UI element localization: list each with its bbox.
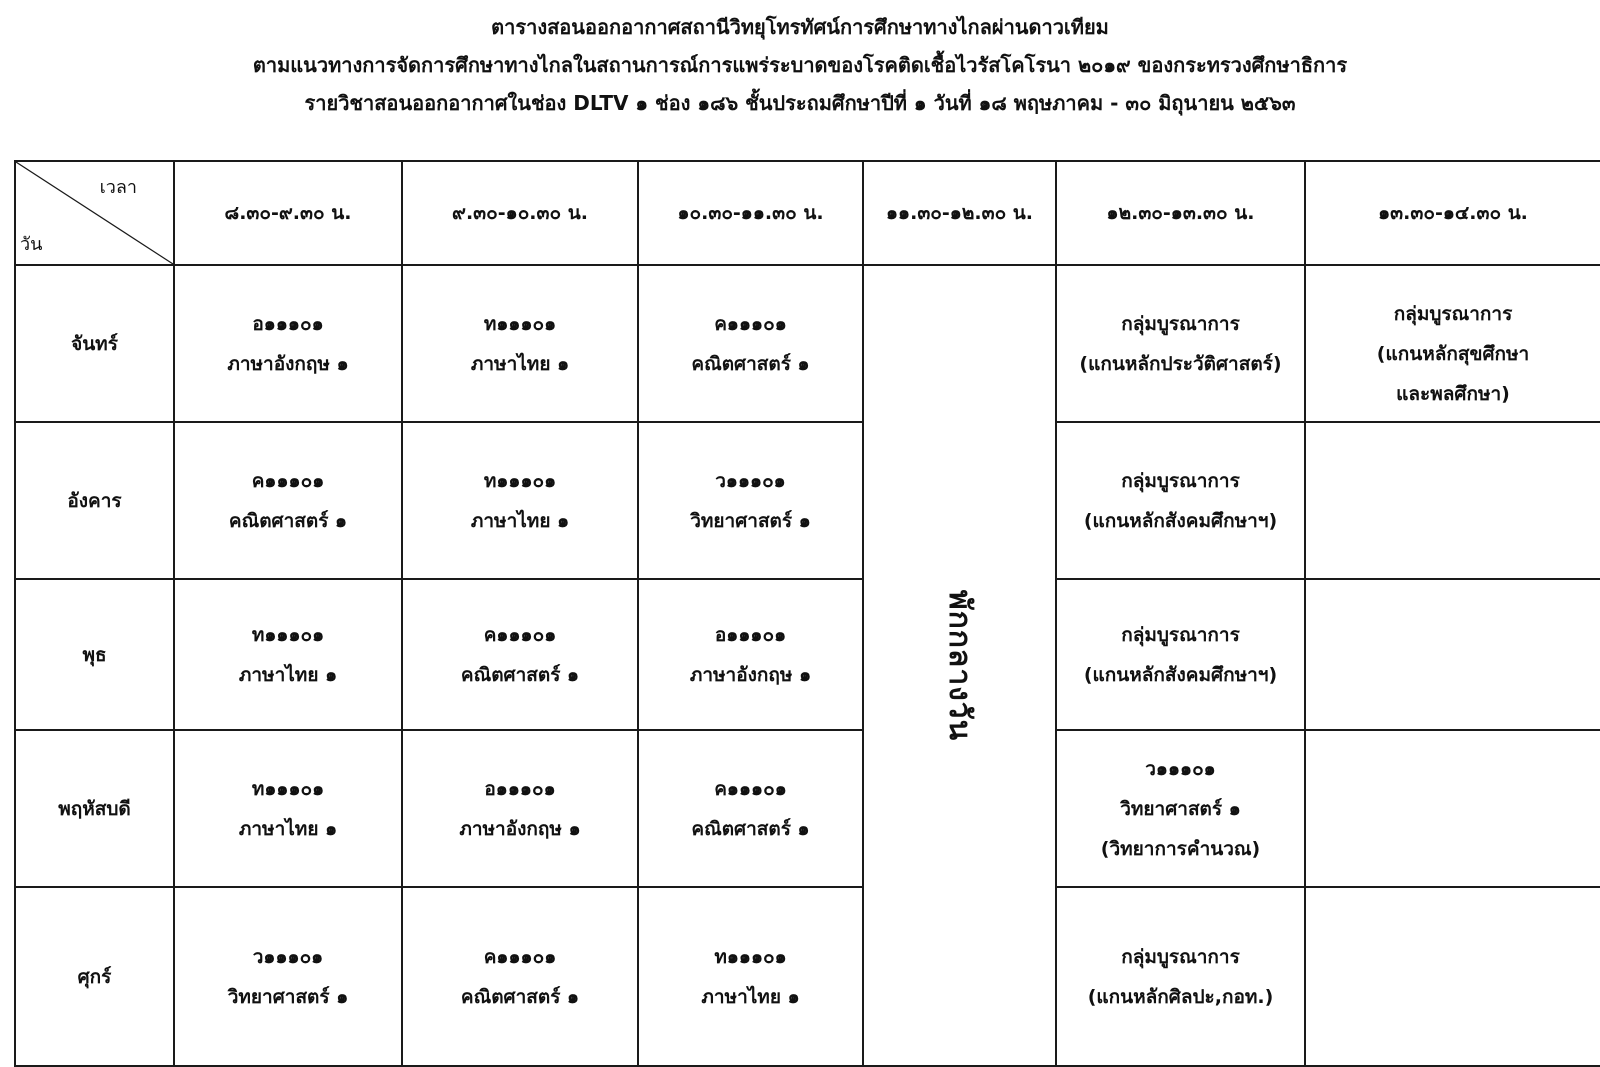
subject-cell [402, 422, 638, 579]
subject-code: อ๑๑๑๐๑ [252, 312, 324, 335]
title-line-1: ตารางสอนออกอากาศสถานีวิทยุโทรทัศน์การศึกษาทางไกลผ่านดาวเทียม [491, 15, 1109, 39]
subject-line-1: กลุ่มบูรณาการ [1121, 469, 1240, 492]
subject-name: คณิตศาสตร์ ๑ [691, 352, 810, 375]
empty-cell [1305, 579, 1600, 730]
subject-cell [174, 730, 402, 887]
subject-cell [1056, 422, 1305, 579]
subject-name: ภาษาไทย ๑ [701, 985, 800, 1008]
subject-code: ท๑๑๑๐๑ [483, 312, 557, 335]
subject-cell [174, 579, 402, 730]
subject-code: ท๑๑๑๐๑ [483, 469, 557, 492]
subject-code: ค๑๑๑๐๑ [483, 623, 557, 646]
subject-cell [638, 579, 863, 730]
subject-line-1: กลุ่มบูรณาการ [1121, 312, 1240, 335]
table-row [15, 730, 1600, 887]
day-label: พฤหัสบดี [15, 730, 174, 887]
header-row [15, 161, 1600, 265]
subject-line-1: กลุ่มบูรณาการ [1121, 945, 1240, 968]
subject-cell [402, 887, 638, 1066]
time-slot-header: ๑๒.๓๐-๑๓.๓๐ น. [1056, 161, 1305, 265]
time-slot-header: ๙.๓๐-๑๐.๓๐ น. [402, 161, 638, 265]
subject-name: คณิตศาสตร์ ๑ [460, 663, 580, 686]
subject-line-2: (แกนหลักสุขศึกษา [1376, 342, 1530, 365]
subject-cell [402, 579, 638, 730]
table-row [15, 887, 1600, 1066]
subject-name: คณิตศาสตร์ ๑ [691, 817, 810, 840]
subject-cell [174, 887, 402, 1066]
subject-line-3: และพลศึกษา) [1396, 382, 1510, 405]
day-label: อังคาร [15, 422, 174, 579]
time-slot-header: ๑๑.๓๐-๑๒.๓๐ น. [863, 161, 1056, 265]
subject-cell [1056, 579, 1305, 730]
corner-time-label: เวลา [99, 177, 137, 198]
day-label: จันทร์ [15, 265, 174, 422]
time-slot-header: ๑๓.๓๐-๑๔.๓๐ น. [1305, 161, 1600, 265]
subject-cell [1056, 265, 1305, 422]
subject-code: ค๑๑๑๐๑ [483, 945, 557, 968]
day-label: ศุกร์ [15, 887, 174, 1066]
table-row [15, 579, 1600, 730]
subject-code: อ๑๑๑๐๑ [484, 777, 556, 800]
subject-cell [402, 265, 638, 422]
table-row [15, 422, 1600, 579]
subject-line-2: วิทยาศาสตร์ ๑ [1120, 797, 1241, 820]
subject-name: คณิตศาสตร์ ๑ [460, 985, 580, 1008]
subject-name: ภาษาไทย ๑ [238, 663, 338, 686]
lunch-break-cell [863, 265, 1056, 1066]
subject-name: ภาษาไทย ๑ [470, 352, 570, 375]
subject-cell [1305, 265, 1600, 422]
subject-cell [174, 422, 402, 579]
lunch-break-label: พักกลางวัน [942, 589, 977, 742]
subject-cell [402, 730, 638, 887]
subject-line-2: (แกนหลักประวัติศาสตร์) [1079, 352, 1282, 375]
subject-code: ค๑๑๑๐๑ [714, 777, 787, 800]
subject-line-1: ว๑๑๑๐๑ [1145, 757, 1216, 780]
subject-name: วิทยาศาสตร์ ๑ [690, 509, 811, 532]
subject-cell [638, 730, 863, 887]
day-label: พุธ [15, 579, 174, 730]
corner-day-label: วัน [20, 234, 43, 255]
subject-line-2: (แกนหลักสังคมศึกษาฯ) [1083, 509, 1278, 532]
subject-line-3: (วิทยาการคำนวณ) [1100, 837, 1261, 860]
title-line-2: ตามแนวทางการจัดการศึกษาทางไกลในสถานการณ์การแพร่ระบาดของโรคติดเชื้อไวรัสโคโรนา ๒๐๑๙ ของกระทรวงศึกษาธิการ [252, 53, 1348, 77]
subject-name: ภาษาไทย ๑ [238, 817, 338, 840]
time-slot-header: ๘.๓๐-๙.๓๐ น. [174, 161, 402, 265]
subject-line-1: กลุ่มบูรณาการ [1393, 302, 1513, 325]
subject-name: ภาษาอังกฤษ ๑ [227, 352, 349, 375]
schedule-table [14, 160, 1600, 1067]
subject-cell [638, 422, 863, 579]
subject-line-1: กลุ่มบูรณาการ [1121, 623, 1240, 646]
subject-cell [638, 887, 863, 1066]
subject-name: ภาษาอังกฤษ ๑ [459, 817, 581, 840]
empty-cell [1305, 730, 1600, 887]
subject-code: ท๑๑๑๐๑ [251, 623, 325, 646]
subject-code: ว๑๑๑๐๑ [715, 469, 786, 492]
subject-code: ว๑๑๑๐๑ [252, 945, 324, 968]
subject-name: คณิตศาสตร์ ๑ [228, 509, 348, 532]
subject-name: วิทยาศาสตร์ ๑ [227, 985, 349, 1008]
subject-code: ค๑๑๑๐๑ [714, 312, 787, 335]
subject-code: อ๑๑๑๐๑ [714, 623, 787, 646]
subject-cell [1056, 730, 1305, 887]
subject-cell [1056, 887, 1305, 1066]
subject-name: ภาษาไทย ๑ [470, 509, 570, 532]
empty-cell [1305, 887, 1600, 1066]
document-header [0, 8, 1600, 122]
empty-cell [1305, 422, 1600, 579]
title-line-3: รายวิชาสอนออกอากาศในช่อง DLTV ๑ ช่อง ๑๘๖ ชั้นประถมศึกษาปีที่ ๑ วันที่ ๑๘ พฤษภาคม - ๓๐ มิถุนายน ๒๕๖๓ [304, 91, 1296, 115]
subject-code: ท๑๑๑๐๑ [714, 945, 787, 968]
corner-cell [15, 161, 174, 265]
time-slot-header: ๑๐.๓๐-๑๑.๓๐ น. [638, 161, 863, 265]
subject-code: ค๑๑๑๐๑ [251, 469, 325, 492]
subject-line-2: (แกนหลักสังคมศึกษาฯ) [1083, 663, 1278, 686]
subject-cell [174, 265, 402, 422]
subject-line-2: (แกนหลักศิลปะ,กอท.) [1087, 985, 1274, 1008]
subject-name: ภาษาอังกฤษ ๑ [689, 663, 812, 686]
table-row [15, 265, 1600, 422]
subject-code: ท๑๑๑๐๑ [251, 777, 325, 800]
subject-cell [638, 265, 863, 422]
